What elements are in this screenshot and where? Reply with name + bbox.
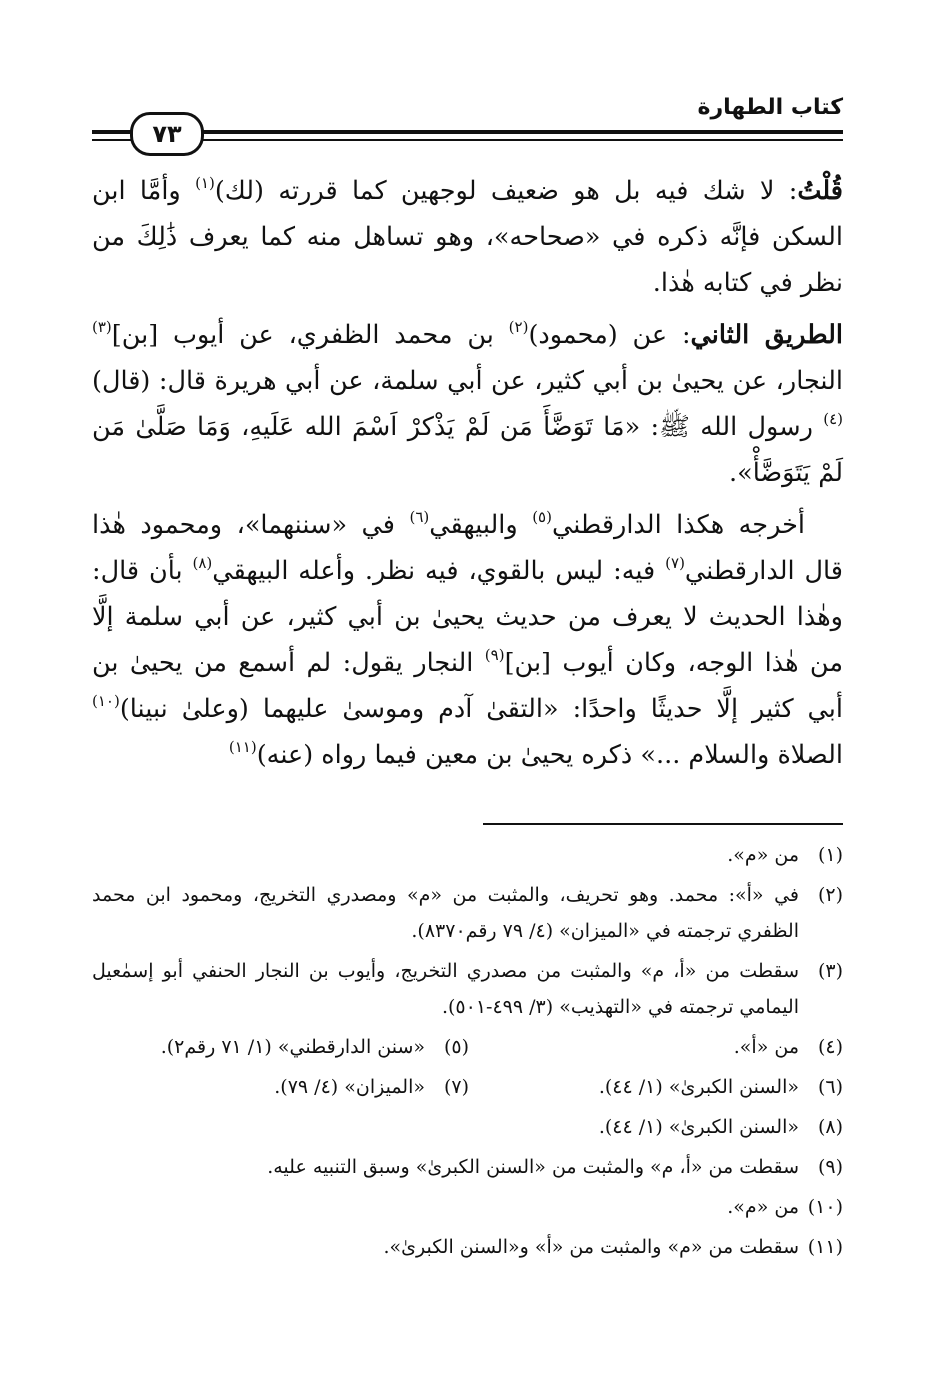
footnote-number: (١١): [807, 1236, 843, 1258]
footnote-text: «سنن الدارقطني» (١/ ٧١ رقم٢).: [160, 1036, 425, 1058]
footnote-text: من «م».: [727, 844, 799, 866]
footnote-4: [469, 1029, 843, 1065]
text-run: النجار، عن يحيىٰ بن أبي كثير، عن أبي سلمة، عن أبي هريرة قال: (قال): [92, 366, 843, 396]
footnote-ref-3[interactable]: (٣): [92, 318, 112, 336]
footnote-ref-11[interactable]: (١١): [228, 738, 257, 756]
text-run: رسول الله ﷺ: «مَا تَوَضَّأَ مَن لَمْ يَذْكرْ اَسْمَ الله عَلَيهِ، وَمَا صَلَّىٰ مَن لَمْ يَتَوَضَّأْ».: [92, 412, 843, 488]
footnote-number: (٤): [817, 1036, 843, 1058]
footnote-text: في «أ»: محمد. وهو تحريف، والمثبت من «م» ومصدري التخريج، ومحمود ابن محمد الظفري ترجمته في «الميزان» (٤/ ٧٩ رقم٨٣٧٠).: [92, 884, 799, 942]
text-run: في «سننهما»، ومحمود هٰذا قال الدارقطني: [92, 510, 843, 586]
text-run: أخرجه هكذا الدارقطني: [551, 510, 805, 540]
footnote-number: (١): [817, 844, 843, 866]
footnote-text: سقطت من «أ، م» والمثبت من «السنن الكبرىٰ» وسبق التنبيه عليه.: [267, 1156, 799, 1178]
text-run: : عن (محمود): [528, 320, 691, 350]
footnote-text: «السنن الكبرىٰ» (١/ ٤٤).: [598, 1076, 799, 1098]
page-number: ٧٣: [152, 120, 182, 148]
footnote-5: [95, 1029, 469, 1065]
footnote-6: [469, 1069, 843, 1105]
page-number-badge: [130, 112, 204, 156]
text-run: الصلاة والسلام ...» ذكره يحيىٰ بن معين فيما رواه (عنه): [256, 740, 843, 770]
footnote-text: «السنن الكبرىٰ» (١/ ٤٤).: [598, 1116, 799, 1138]
footnote-number: (٩): [817, 1156, 843, 1178]
footnote-ref-1[interactable]: (١): [195, 174, 215, 192]
footnote-text: سقطت من «م» والمثبت من «أ» و«السنن الكبرىٰ».: [383, 1236, 799, 1258]
text-run: فيه: ليس بالقوي، فيه نظر. وأعله البيهقي: [212, 556, 666, 586]
footnote-9: [92, 1149, 843, 1185]
text-run: النجار يقول: لم أسمع من يحيىٰ بن أبي كثير إلَّا حديثًا واحدًا: «التقىٰ آدم وموسىٰ عليهما (وعلىٰ نبينا): [92, 648, 843, 724]
running-head-title: كتاب الطهارة: [697, 95, 843, 120]
paragraph-2-heading: الطريق الثاني: [690, 320, 843, 350]
footnote-ref-5[interactable]: (٥): [532, 508, 552, 526]
footnote-ref-7[interactable]: (٧): [665, 554, 685, 572]
main-text: [92, 168, 843, 784]
footnote-ref-2[interactable]: (٢): [508, 318, 529, 336]
header-rule-thick: [92, 130, 843, 134]
paragraph-1: [92, 168, 843, 306]
footnote-row: [92, 1069, 843, 1109]
footnote-2: [92, 877, 843, 949]
footnote-7: [95, 1069, 469, 1105]
footnote-text: من «م».: [727, 1196, 799, 1218]
footnote-separator: [483, 823, 843, 825]
footnote-number: (٥): [443, 1036, 469, 1058]
footnote-ref-4[interactable]: (٤): [823, 410, 843, 428]
text-run: بأن قال: وهٰذا الحديث لا يعرف من حديث يحيىٰ بن أبي كثير، عن أبي سلمة إلَّا من هٰذا الوجه، وكان أيوب [بن]: [92, 556, 843, 678]
footnote-11: [92, 1229, 843, 1265]
footnote-text: من «أ».: [733, 1036, 799, 1058]
paragraph-3: [92, 502, 843, 778]
footnote-number: (٧): [443, 1076, 469, 1098]
footnote-10: [92, 1189, 843, 1225]
footnote-3: [92, 953, 843, 1025]
footnote-number: (٦): [817, 1076, 843, 1098]
footnote-ref-8[interactable]: (٨): [192, 554, 213, 572]
footnote-number: (٨): [817, 1116, 843, 1138]
footnotes: [92, 837, 843, 1269]
footnote-1: [92, 837, 843, 873]
footnote-text: سقطت من «أ، م» والمثبت من مصدري التخريج، وأيوب بن النجار الحنفي أبو إسمٰعيل اليمامي ترجمته في «التهذيب» (٣/ ٤٩٩-٥٠١).: [92, 960, 799, 1018]
footnote-ref-9[interactable]: (٩): [484, 646, 505, 664]
footnote-ref-6[interactable]: (٦): [409, 508, 430, 526]
footnote-number: (٣): [817, 960, 843, 982]
header-rule-thin: [92, 139, 843, 141]
text-run: وأمَّا ابن السكن فإنَّه ذكره في «صحاحه»، وهو تساهل منه كما يعرف ذَٰلِكَ من نظر في كتابه هٰذا.: [92, 176, 843, 298]
footnote-text: «الميزان» (٤/ ٧٩).: [274, 1076, 425, 1098]
text-run: : لا شك فيه بل هو ضعيف لوجهين كما قررته (لك): [214, 176, 798, 206]
text-run: والبيهقي: [429, 510, 533, 540]
footnote-number: (١٠): [807, 1196, 843, 1218]
footnote-number: (٢): [817, 884, 843, 906]
text-run: بن محمد الظفري، عن أيوب [بن]: [111, 320, 509, 350]
footnote-ref-10[interactable]: (١٠): [92, 692, 120, 710]
paragraph-2: [92, 312, 843, 496]
paragraph-1-heading: قُلْتُ: [797, 176, 843, 206]
footnote-8: [92, 1109, 843, 1145]
footnote-row: [92, 1029, 843, 1069]
